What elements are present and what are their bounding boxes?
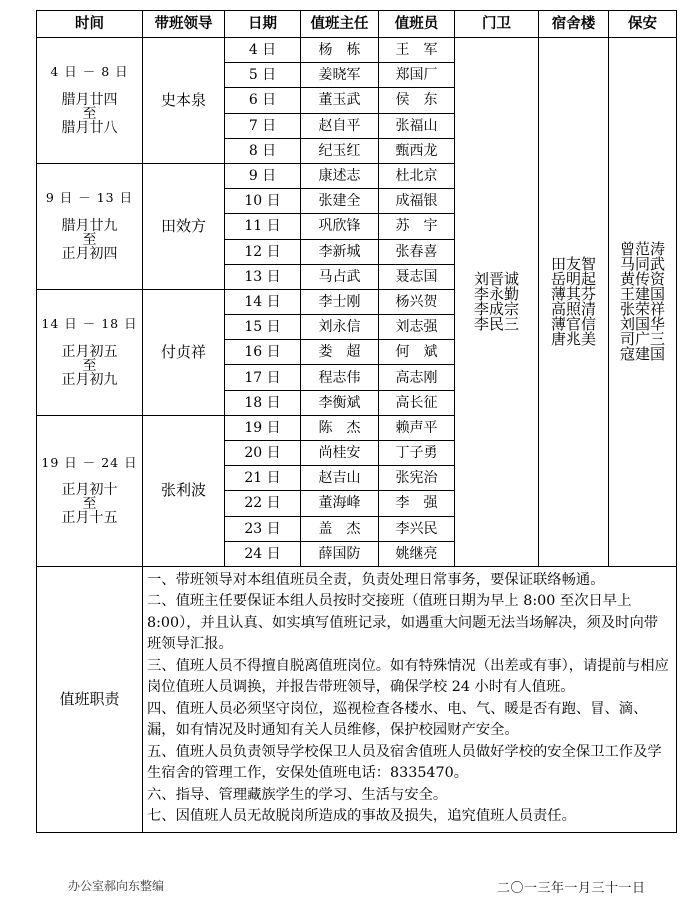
- date-cell: 7 日: [225, 113, 301, 138]
- period-lunar-end: 正月初四: [61, 245, 118, 262]
- duty-item: 七、因值班人员无故脱岗所造成的事故及损失，追究值班人员责任。: [147, 808, 576, 825]
- editor-credit: 办公室郝向东整编: [68, 879, 165, 893]
- period-lunar-end: 腊月廿八: [61, 119, 118, 136]
- staff-cell: 李 强: [379, 491, 455, 516]
- duties-row: [37, 566, 677, 832]
- dorm-person: 岳明起: [550, 269, 596, 288]
- staff-cell: 何 斌: [379, 340, 455, 365]
- date-cell: 8 日: [225, 138, 301, 163]
- security-person: 张荣祥: [619, 299, 665, 318]
- staff-cell: 高志刚: [379, 365, 455, 390]
- period-cell: [37, 289, 143, 415]
- period-range: 14 日 － 18 日: [41, 316, 138, 332]
- document-date: 二〇一三年一月三十一日: [497, 881, 646, 896]
- duties-label: 值班职责: [37, 566, 143, 832]
- header-date: 日期: [225, 11, 301, 38]
- header-leader: 带班领导: [143, 11, 225, 38]
- supervisor-cell: 康述志: [301, 163, 379, 188]
- date-cell: 16 日: [225, 340, 301, 365]
- supervisor-cell: 巩欣锋: [301, 214, 379, 239]
- supervisor-cell: 张建全: [301, 189, 379, 214]
- supervisor-cell: 董海峰: [301, 491, 379, 516]
- date-cell: 6 日: [225, 88, 301, 113]
- date-cell: 10 日: [225, 189, 301, 214]
- period-to: 至: [82, 105, 97, 122]
- period-lunar-start: 正月初十: [61, 482, 118, 499]
- staff-cell: 高长征: [379, 390, 455, 415]
- date-cell: 18 日: [225, 390, 301, 415]
- gate-person: 李成宗: [473, 299, 519, 318]
- staff-cell: 侯 东: [379, 88, 455, 113]
- supervisor-cell: 董玉武: [301, 88, 379, 113]
- gate-person: 李民三: [473, 314, 519, 333]
- supervisor-cell: 赵自平: [301, 113, 379, 138]
- date-cell: 9 日: [225, 163, 301, 188]
- staff-cell: 杜北京: [379, 163, 455, 188]
- period-cell: [37, 163, 143, 289]
- staff-cell: 王 军: [379, 38, 455, 63]
- duty-item: 一、带班领导对本组值班员全责，负责处理日常事务，要保证联络畅通。: [147, 571, 605, 588]
- header-supervisor: 值班主任: [301, 11, 379, 38]
- security-person: 曾范涛: [619, 239, 665, 258]
- date-cell: 19 日: [225, 415, 301, 440]
- date-cell: 4 日: [225, 38, 301, 63]
- table-row: [37, 38, 677, 63]
- security-person: 王建国: [619, 284, 665, 303]
- date-cell: 14 日: [225, 289, 301, 314]
- supervisor-cell: 李士刚: [301, 289, 379, 314]
- security-person: 黄传资: [619, 269, 665, 288]
- date-cell: 5 日: [225, 63, 301, 88]
- security-column: [609, 38, 677, 567]
- supervisor-cell: 李新城: [301, 239, 379, 264]
- date-cell: 17 日: [225, 365, 301, 390]
- leader-cell: 史本泉: [143, 38, 225, 164]
- date-cell: 21 日: [225, 466, 301, 491]
- duties-content: [143, 566, 677, 832]
- date-cell: 24 日: [225, 541, 301, 566]
- supervisor-cell: 马占武: [301, 264, 379, 289]
- period-to: 至: [82, 357, 97, 374]
- staff-cell: 杨兴贺: [379, 289, 455, 314]
- date-cell: 11 日: [225, 214, 301, 239]
- date-cell: 12 日: [225, 239, 301, 264]
- period-lunar-start: 正月初五: [61, 343, 118, 360]
- supervisor-cell: 娄 超: [301, 340, 379, 365]
- header-row: [37, 11, 677, 38]
- supervisor-cell: 赵吉山: [301, 466, 379, 491]
- dorm-person: 薄官信: [550, 314, 596, 333]
- supervisor-cell: 程志伟: [301, 365, 379, 390]
- header-dorm: 宿舍楼: [539, 11, 609, 38]
- staff-cell: 张福山: [379, 113, 455, 138]
- staff-cell: 成福银: [379, 189, 455, 214]
- dorm-person: 田友智: [550, 254, 596, 273]
- duty-item: 二、值班主任要保证本组人员按时交接班（值班日期为早上 8:00 至次日早上 8:00），并且认真、如实填写值班记录，如遇重大问题无法当场解决，须及时向带班领导汇报。: [147, 593, 659, 653]
- duty-item: 四、值班人员必须坚守岗位，巡视检查各楼水、电、气、暖是否有跑、冒、滴、漏，如有情况及时通知有关人员维修，保护校园财产安全。: [147, 700, 648, 739]
- staff-cell: 李兴民: [379, 516, 455, 541]
- header-staff: 值班员: [379, 11, 455, 38]
- period-to: 至: [82, 231, 97, 248]
- date-cell: 20 日: [225, 441, 301, 466]
- duty-item: 六、指导、管理藏族学生的学习、生活与安全。: [147, 786, 448, 803]
- staff-cell: 姚继亮: [379, 541, 455, 566]
- dorm-person: 薄其芬: [550, 284, 596, 303]
- duty-roster-table: [36, 10, 677, 833]
- staff-cell: 郑国厂: [379, 63, 455, 88]
- staff-cell: 刘志强: [379, 315, 455, 340]
- date-cell: 15 日: [225, 315, 301, 340]
- supervisor-cell: 杨 栋: [301, 38, 379, 63]
- leader-cell: 付贞祥: [143, 289, 225, 415]
- supervisor-cell: 刘永信: [301, 315, 379, 340]
- header-security: 保安: [609, 11, 677, 38]
- period-range: 19 日 － 24 日: [41, 454, 138, 470]
- date-cell: 22 日: [225, 491, 301, 516]
- period-to: 至: [82, 496, 97, 513]
- security-person: 马同武: [619, 254, 665, 273]
- period-range: 9 日 － 13 日: [45, 190, 134, 206]
- header-time: 时间: [37, 11, 143, 38]
- supervisor-cell: 姜晓军: [301, 63, 379, 88]
- leader-cell: 张利波: [143, 415, 225, 566]
- gate-person: 李永勤: [473, 284, 519, 303]
- supervisor-cell: 李衡斌: [301, 390, 379, 415]
- supervisor-cell: 尚桂安: [301, 441, 379, 466]
- leader-cell: 田效方: [143, 163, 225, 289]
- period-lunar-end: 正月十五: [61, 510, 118, 527]
- security-person: 刘国华: [619, 314, 665, 333]
- duty-item: 五、值班人员负责领导学校保卫人员及宿舍值班人员做好学校的安全保卫工作及学生宿舍的管理工作，安保处值班电话：8335470。: [147, 743, 662, 782]
- gate-column: [455, 38, 539, 567]
- dorm-column: [539, 38, 609, 567]
- period-lunar-start: 腊月廿四: [61, 91, 118, 108]
- supervisor-cell: 盖 杰: [301, 516, 379, 541]
- staff-cell: 聂志国: [379, 264, 455, 289]
- header-gate: 门卫: [455, 11, 539, 38]
- dorm-person: 唐兆美: [550, 329, 596, 348]
- period-cell: [37, 38, 143, 164]
- supervisor-cell: 纪玉红: [301, 138, 379, 163]
- staff-cell: 丁子勇: [379, 441, 455, 466]
- security-person: 寇建国: [619, 344, 665, 363]
- supervisor-cell: 陈 杰: [301, 415, 379, 440]
- staff-cell: 苏 宇: [379, 214, 455, 239]
- staff-cell: 赖声平: [379, 415, 455, 440]
- staff-cell: 张春喜: [379, 239, 455, 264]
- security-person: 司广三: [619, 329, 665, 348]
- date-cell: 13 日: [225, 264, 301, 289]
- duty-item: 三、值班人员不得擅自脱离值班岗位。如有特殊情况（出差或有事），请提前与相应岗位值班人员调换，并报告带班领导，确保学校 24 小时有人值班。: [147, 657, 669, 696]
- period-cell: [37, 415, 143, 566]
- gate-person: 刘晋诚: [473, 269, 519, 288]
- staff-cell: 甄西龙: [379, 138, 455, 163]
- staff-cell: 张宪治: [379, 466, 455, 491]
- period-lunar-end: 正月初九: [61, 371, 118, 388]
- supervisor-cell: 薛国防: [301, 541, 379, 566]
- period-range: 4 日 － 8 日: [50, 64, 129, 80]
- date-cell: 23 日: [225, 516, 301, 541]
- period-lunar-start: 腊月廿九: [61, 217, 118, 234]
- dorm-person: 高照清: [550, 299, 596, 318]
